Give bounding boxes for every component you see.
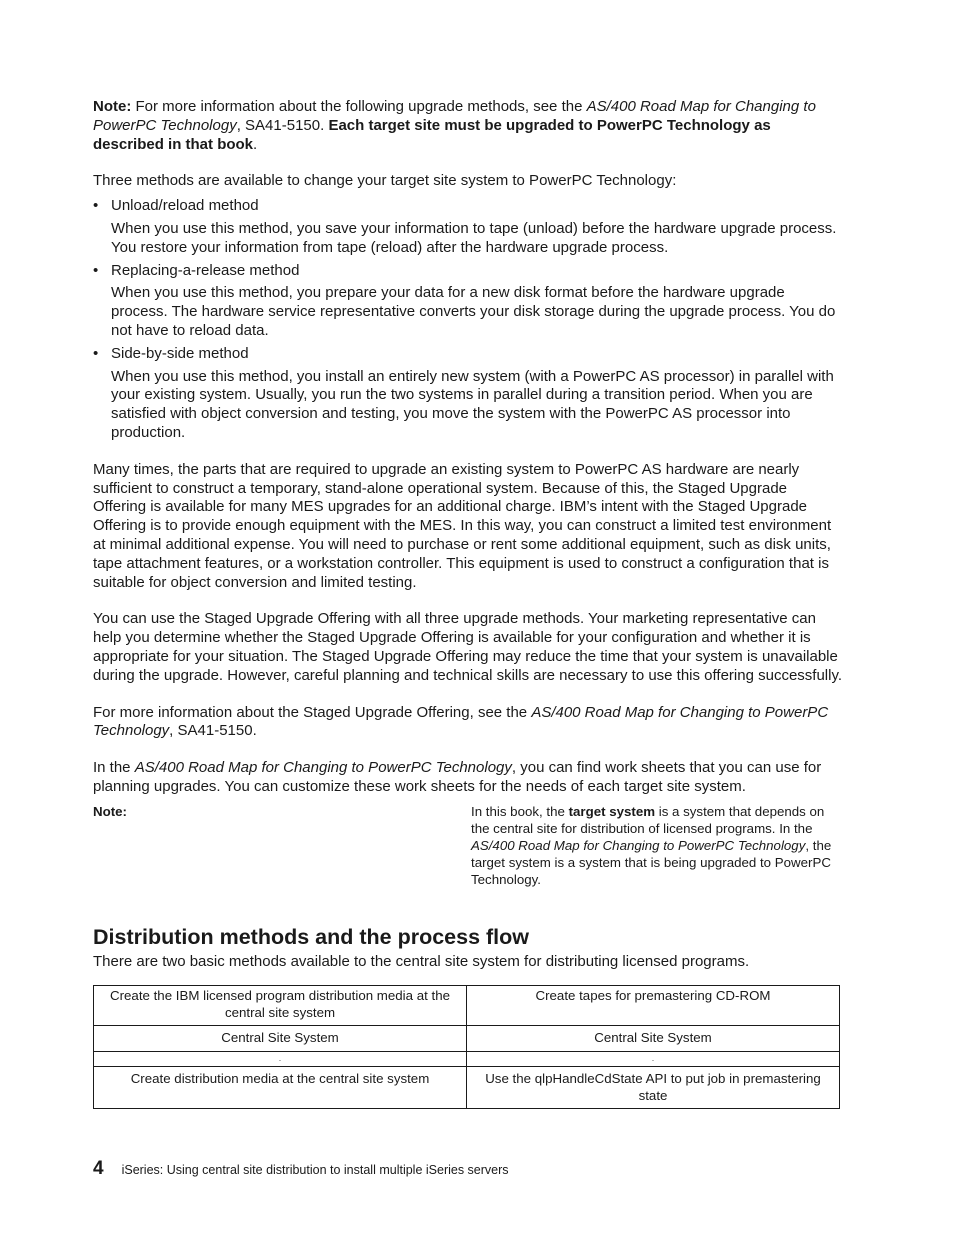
method-title: Replacing-a-release method [111,261,300,279]
text: , SA41-5150. [169,722,257,740]
distribution-methods-table [93,985,840,1109]
worksheets-paragraph [93,759,843,797]
table-cell: Create the IBM licensed program distribution media at the central site system [94,985,467,1025]
target-system-note [93,803,843,888]
method-description: When you use this method, you save your information to tape (unload) before the hardware upgrade process. You restore your information from tape (reload) after the hardware upgrade process. [111,219,837,256]
list-item [93,197,843,257]
table-cell: . [467,1051,840,1066]
note-bold-text: Each target site must be upgraded to PowerPC Technology as described in that book [93,116,771,153]
staged-upgrade-paragraph: Many times, the parts that are required to upgrade an existing system to PowerPC AS hardware are nearly sufficient to construct a temporary, stand-alone operational system. Because of this, the Staged Upgrade Offering is available for many MES upgrades for an additional charge. IBM’s intent with the Staged Upgrade Offering is to provide enough equipment with the MES. In this way, you can construct a limited test environment at minimal additional expense. You will need to purchase or rent some additional equipment, such as disk units, tape attachment features, or a workstation controller. This equipment is used to construct a configuration that is suitable for object conversion and limited testing. [93,460,832,591]
table-row [94,1025,840,1051]
note-label: Note: [93,803,127,819]
term-target-system: target system [568,803,656,819]
text: , you can find work sheets that you can use for planning upgrades. You can customize these work sheets for the needs of each target site system. [93,759,822,795]
method-title: Unload/reload method [111,197,259,215]
note-text-2: , SA41-5150. [236,116,329,134]
table-row [94,985,840,1025]
book-title: AS/400 Road Map for Changing to PowerPC Technology [134,759,512,777]
note-text-3: . [253,135,258,153]
table-cell: Create distribution media at the central site system [94,1066,467,1108]
text: For more information about the Staged Upgrade Offering, see the [93,703,532,721]
upgrade-methods-paragraph: You can use the Staged Upgrade Offering with all three upgrade methods. Your marketing representative can help you determine whether the Staged Upgrade Offering is available for your configuration and whether it is appropriate for your situation. The Staged Upgrade Offering may reduce the time that your system is unavailable during the upgrade. However, careful planning and technical skills are necessary to use this offering successfully. [93,610,843,684]
section-heading: Distribution methods and the process flow [93,924,530,949]
text: , the target system is a system that is being upgraded to PowerPC Technology. [471,837,832,887]
text: In the [93,759,135,777]
methods-intro: Three methods are available to change your target site system to PowerPC Technology: [93,172,677,190]
table-cell: Create tapes for premastering CD-ROM [467,985,840,1025]
book-title: AS/400 Road Map for Changing to PowerPC Technology [471,837,806,853]
method-title: Side-by-side method [111,344,249,362]
page-number: 4 [93,1158,104,1179]
list-item [93,345,843,443]
page-footer [93,1160,509,1180]
book-title: AS/400 Road Map for Changing to PowerPC Technology [93,703,829,740]
upgrade-methods-list [93,197,843,443]
method-description: When you use this method, you install an entirely new system (with a PowerPC AS processor) in parallel with your existing system. Usually, you run the two systems in parallel during a transition period. When you are satisfied with object conversion and testing, you move the system with the PowerPC AS processor into production. [111,367,834,441]
book-title: AS/400 Road Map for Changing to PowerPC Technology [93,98,816,134]
document-page [93,98,843,1109]
note-text-1: For more information about the following upgrade methods, see the [131,98,587,115]
text: is a system that depends on the central site for distribution of licensed programs. In the [471,803,825,836]
table-row [94,1051,840,1066]
bullet-icon: • [93,344,99,362]
table-cell: Use the qlpHandleCdState API to put job in premastering state [467,1066,840,1108]
table-row [94,1066,840,1108]
table-cell: Central Site System [467,1025,840,1051]
table-cell: Central Site System [94,1025,467,1051]
note-label: Note: [93,98,132,115]
note-top [93,98,843,154]
table-cell: . [94,1051,467,1066]
bullet-icon: • [93,261,99,279]
footer-text: iSeries: Using central site distribution to install multiple iSeries servers [121,1163,509,1177]
list-item [93,262,843,341]
section-intro: There are two basic methods available to the central site system for distributing licensed programs. [93,952,750,970]
method-description: When you use this method, you prepare your data for a new disk format before the hardware upgrade process. The hardware service representative converts your disk storage during the upgrade process. You do not have to reload data. [111,284,836,339]
bullet-icon: • [93,197,99,215]
more-info-paragraph [93,704,843,742]
note-text [471,803,839,888]
text: In this book, the [471,803,569,819]
